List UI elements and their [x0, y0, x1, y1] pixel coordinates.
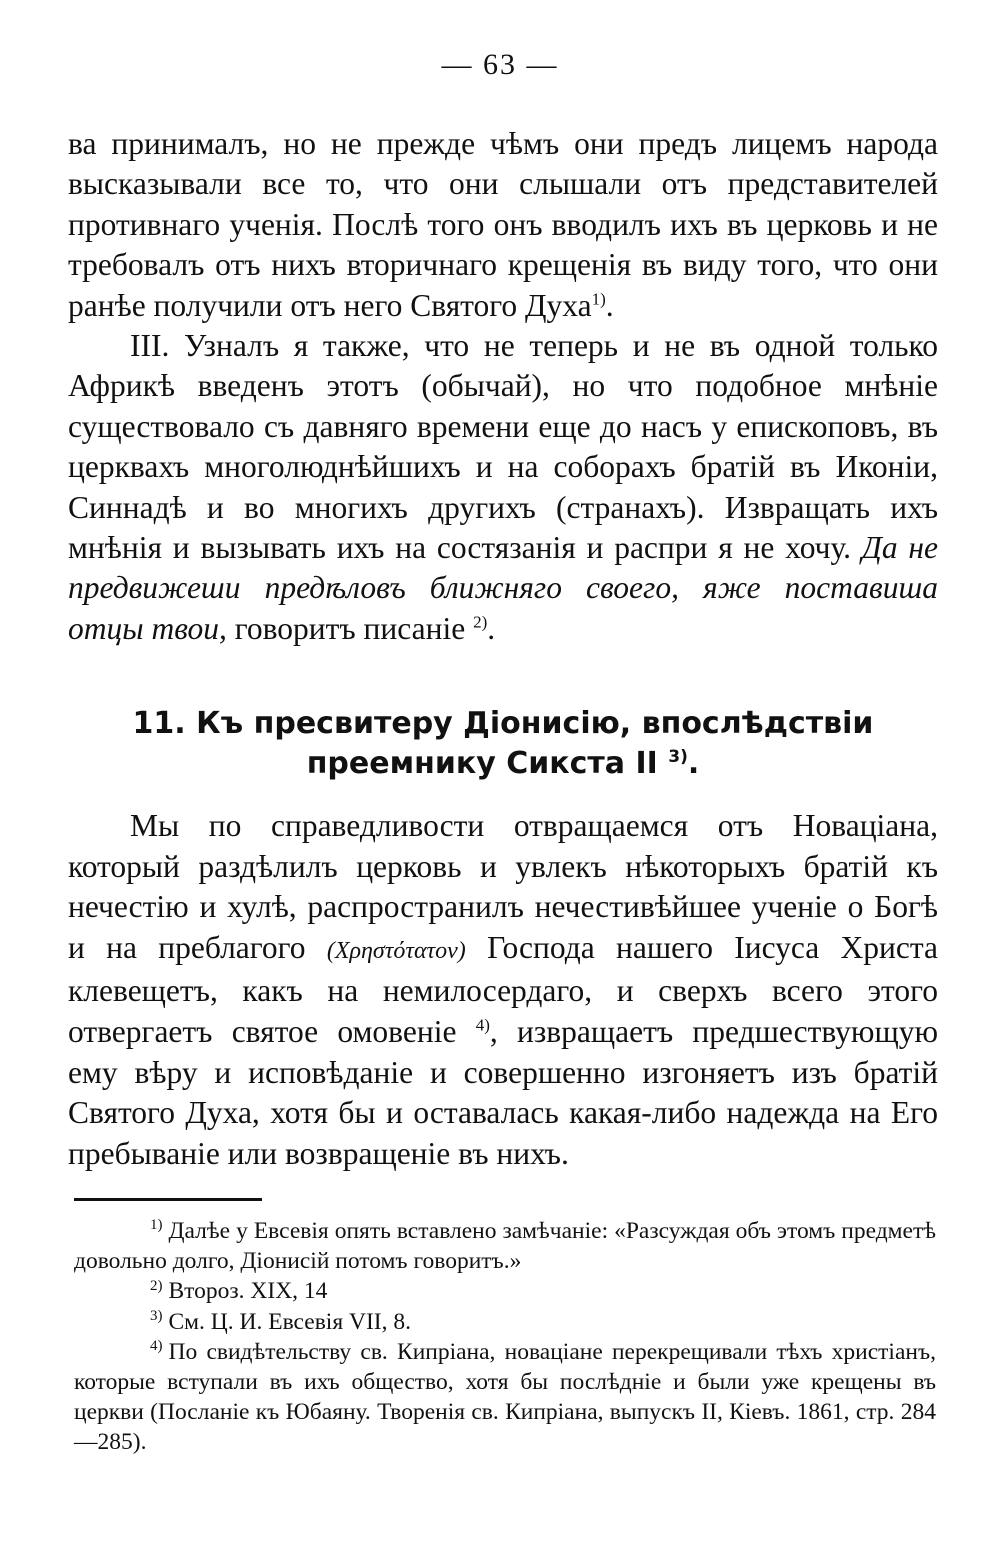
footnote-3: $^{3)}$ См. Ц. И. Евсевія VII, 8.	[150, 1307, 412, 1335]
footnote-ref-2[interactable]: 2)	[473, 612, 488, 632]
section-heading-line2: преемнику Сикста II $^{3)}$.	[306, 746, 700, 781]
footnotes-block	[74, 1216, 936, 1458]
page-number: — 63 —	[441, 48, 559, 81]
main-text-block	[68, 124, 938, 649]
paragraph-iii: III. Узналъ я также, что не теперь и не въ одной только Африкѣ введенъ этотъ (обычай), но что подобное мнѣніе существовало съ давняго времени еще до насъ у епископовъ, въ церквахъ многолюднѣйшихъ и на соборахъ братій въ Иконіи, Синнадѣ и во многихъ другихъ (странахъ). Извращать ихъ мнѣнія и вызывать ихъ на состязанія и распри я не хочу. Да не предвижеши предѣловъ ближняго своего, яже поставиша отцы твои, говоритъ писаніе $^{2)}$.	[68, 328, 939, 646]
paragraph-letter: Мы по справедливости отвращаемся отъ Новаціана, который раздѣлилъ церковь и увлекъ нѣкоторыхъ братій къ нечестію и хулѣ, распространилъ нечестивѣйшее ученіе о Богѣ и на преблагого (Χρηστότατον) Господа нашего Іисуса Христа клевещетъ, какъ на немилосердаго, и сверхъ всего этого отвергаетъ святое омовеніе $^{4)}$, извращаетъ предшествующую ему вѣру и исповѣданіе и совершенно изгоняетъ изъ братій Святого Духа, хотя бы и оставалась какая-либо надежда на Его пребываніе или возвращеніе въ нихъ.	[68, 808, 939, 1171]
footnote-ref-4[interactable]: 4)	[475, 1015, 490, 1035]
footnote-ref-3[interactable]: 3)	[668, 747, 688, 767]
greek-term: (Χρηστότατον)	[326, 937, 466, 964]
scripture-quote: Да не предвижеши предѣловъ ближняго своего, яже поставиша отцы твои,	[68, 530, 939, 646]
paragraph-continued: ва принималъ, но не прежде чѣмъ они предъ лицемъ народа высказывали все то, что они слышали отъ представителей противнаго ученія. Послѣ того онъ вводилъ ихъ въ церковь и не требовалъ отъ нихъ вторичнаго крещенія въ виду того, что они ранѣе получили отъ него Святого Духа$^{1)}$.	[68, 126, 938, 323]
footnote-divider	[74, 1198, 262, 1201]
footnote-2: $^{2)}$ Второз. XIX, 14	[150, 1277, 328, 1305]
letter-text-block	[68, 806, 938, 1174]
footnote-4: $^{4)}$ По свидѣтельству св. Кипріана, новаціане перекрещивали тѣхъ христіанъ, которые вступали въ ихъ общество, хотя бы послѣдніе и были уже крещены въ церкви (Посланіе къ Юбаяну. Творенія св. Кипріана, выпускъ II, Кіевъ. 1861, стр. 284—285).	[74, 1337, 936, 1456]
section-heading	[68, 704, 938, 784]
footnote-ref-1[interactable]: 1)	[591, 289, 606, 309]
footnote-1: $^{1)}$ Далѣе у Евсевія опять вставлено замѣчаніе: «Разсуждая объ этомъ предметѣ довольно долго, Діонисій потомъ говоритъ.»	[74, 1217, 936, 1275]
section-heading-line1: 11. Къ пресвитеру Діонисію, впослѣдствіи	[132, 706, 874, 741]
